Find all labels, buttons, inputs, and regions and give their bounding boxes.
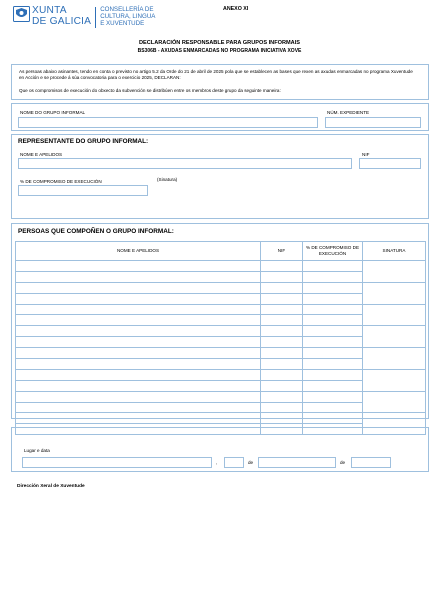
- member-name-cell[interactable]: [16, 359, 261, 370]
- member-commitment-cell[interactable]: [303, 293, 363, 304]
- group-name-label: NOME DO GRUPO INFORMAL: [20, 110, 86, 115]
- member-nif-cell[interactable]: [261, 326, 303, 337]
- member-name-cell[interactable]: [16, 326, 261, 337]
- table-row: [16, 282, 426, 293]
- document-title: DECLARACIÓN RESPONSABLE PARA GRUPOS INFORMAIS: [139, 40, 300, 46]
- year-input[interactable]: [351, 457, 391, 468]
- distribution-paragraph: Que os compromisos de execución do obxecto da subvención se distribúen entre os membros deste grupo da seguinte maneira:: [19, 88, 281, 93]
- table-row: [16, 348, 426, 359]
- member-name-cell[interactable]: [16, 391, 261, 402]
- representative-commitment-input[interactable]: [18, 185, 148, 196]
- member-name-cell[interactable]: [16, 271, 261, 282]
- representative-name-input[interactable]: [18, 158, 352, 169]
- member-signature-cell[interactable]: [363, 326, 426, 348]
- de-separator-2: de: [340, 460, 346, 465]
- footer-department: Dirección Xeral de Xuventude: [17, 484, 85, 489]
- members-table: [15, 241, 426, 435]
- member-name-cell[interactable]: [16, 293, 261, 304]
- member-signature-cell[interactable]: [363, 282, 426, 304]
- member-name-cell[interactable]: [16, 348, 261, 359]
- representative-signature-label: (Sinatura): [157, 177, 178, 182]
- table-row: [16, 413, 426, 424]
- representative-nif-label: NIF: [362, 152, 370, 157]
- representative-commitment-label: % DE COMPROMISO DE EXECUCIÓN: [20, 179, 102, 184]
- column-header-name: NOME E APELIDOS: [16, 242, 261, 261]
- member-nif-cell[interactable]: [261, 304, 303, 315]
- member-nif-cell[interactable]: [261, 391, 303, 402]
- consellaria-line3: E XUVENTUDE: [100, 20, 145, 27]
- member-commitment-cell[interactable]: [303, 282, 363, 293]
- logo-line2: DE GALICIA: [32, 15, 92, 27]
- group-name-input[interactable]: [18, 117, 318, 128]
- member-commitment-cell[interactable]: [303, 261, 363, 272]
- member-nif-cell[interactable]: [261, 402, 303, 413]
- member-commitment-cell[interactable]: [303, 402, 363, 413]
- member-signature-cell[interactable]: [363, 369, 426, 391]
- table-row: [16, 369, 426, 380]
- member-nif-cell[interactable]: [261, 380, 303, 391]
- members-table-header: [16, 242, 426, 261]
- member-signature-cell[interactable]: [363, 261, 426, 283]
- table-row: [16, 304, 426, 315]
- member-nif-cell[interactable]: [261, 359, 303, 370]
- logo-wordmark: [32, 6, 91, 27]
- logo-line1: XUNTA: [32, 5, 67, 16]
- member-name-cell[interactable]: [16, 261, 261, 272]
- members-table-body: [16, 261, 426, 435]
- member-commitment-cell[interactable]: [303, 304, 363, 315]
- day-input[interactable]: [224, 457, 244, 468]
- member-name-cell[interactable]: [16, 282, 261, 293]
- logo-divider: [95, 7, 96, 28]
- consellaria-name: [100, 6, 155, 27]
- representative-section-title: REPRESENTANTE DO GRUPO INFORMAL:: [18, 138, 149, 145]
- declaration-paragraph: As persoas abaixo asinantes, tendo en conta o previsto no artigo 5.2 da Orde do 21 de abril de 2025 pola que se establecen as bases que rexen as axudas enmarcadas no programa Xuventude en Acción e se procede á súa convocatoria para o exercicio 2025, DECLARAN:: [19, 69, 413, 80]
- member-commitment-cell[interactable]: [303, 326, 363, 337]
- member-commitment-cell[interactable]: [303, 271, 363, 282]
- member-name-cell[interactable]: [16, 337, 261, 348]
- member-commitment-cell[interactable]: [303, 359, 363, 370]
- member-nif-cell[interactable]: [261, 413, 303, 424]
- representative-nif-input[interactable]: [359, 158, 421, 169]
- member-commitment-cell[interactable]: [303, 380, 363, 391]
- member-nif-cell[interactable]: [261, 271, 303, 282]
- column-header-nif: NIF: [261, 242, 303, 261]
- member-commitment-cell[interactable]: [303, 413, 363, 424]
- consellaria-line2: CULTURA, LINGUA: [100, 13, 156, 20]
- member-commitment-cell[interactable]: [303, 348, 363, 359]
- galicia-emblem-icon: [13, 6, 30, 22]
- member-nif-cell[interactable]: [261, 293, 303, 304]
- member-commitment-cell[interactable]: [303, 391, 363, 402]
- table-row: [16, 261, 426, 272]
- file-number-label: NÚM. EXPEDIENTE: [327, 110, 370, 115]
- table-row: [16, 326, 426, 337]
- representative-box: [11, 134, 429, 219]
- member-commitment-cell[interactable]: [303, 315, 363, 326]
- member-nif-cell[interactable]: [261, 369, 303, 380]
- column-header-signature: SINATURA: [363, 242, 426, 261]
- member-nif-cell[interactable]: [261, 282, 303, 293]
- member-nif-cell[interactable]: [261, 261, 303, 272]
- member-name-cell[interactable]: [16, 380, 261, 391]
- file-number-input[interactable]: [325, 117, 421, 128]
- column-header-commitment: % DE COMPROMISO DE EXECUCIÓN: [303, 242, 363, 261]
- member-name-cell[interactable]: [16, 315, 261, 326]
- member-name-cell[interactable]: [16, 304, 261, 315]
- member-signature-cell[interactable]: [363, 304, 426, 326]
- annex-label: ANEXO XI: [223, 6, 249, 12]
- member-nif-cell[interactable]: [261, 337, 303, 348]
- consellaria-line1: CONSELLERÍA DE: [100, 6, 154, 13]
- member-name-cell[interactable]: [16, 402, 261, 413]
- month-input[interactable]: [258, 457, 336, 468]
- document-subtitle: BS306B - AXUDAS ENMARCADAS NO PROGRAMA INICIATIVA XOVE: [137, 48, 302, 54]
- member-nif-cell[interactable]: [261, 348, 303, 359]
- member-signature-cell[interactable]: [363, 391, 426, 413]
- member-commitment-cell[interactable]: [303, 337, 363, 348]
- member-name-cell[interactable]: [16, 369, 261, 380]
- place-date-label: Lugar e data: [24, 448, 50, 453]
- members-section-title: PERSOAS QUE COMPOÑEN O GRUPO INFORMAL:: [18, 228, 174, 235]
- comma-separator: ,: [216, 460, 218, 465]
- member-signature-cell[interactable]: [363, 348, 426, 370]
- member-name-cell[interactable]: [16, 413, 261, 424]
- table-row: [16, 391, 426, 402]
- member-commitment-cell[interactable]: [303, 369, 363, 380]
- place-input[interactable]: [22, 457, 212, 468]
- de-separator-1: de: [248, 460, 254, 465]
- representative-name-label: NOME E APELIDOS: [20, 152, 63, 157]
- member-nif-cell[interactable]: [261, 315, 303, 326]
- xunta-logo: [13, 6, 155, 28]
